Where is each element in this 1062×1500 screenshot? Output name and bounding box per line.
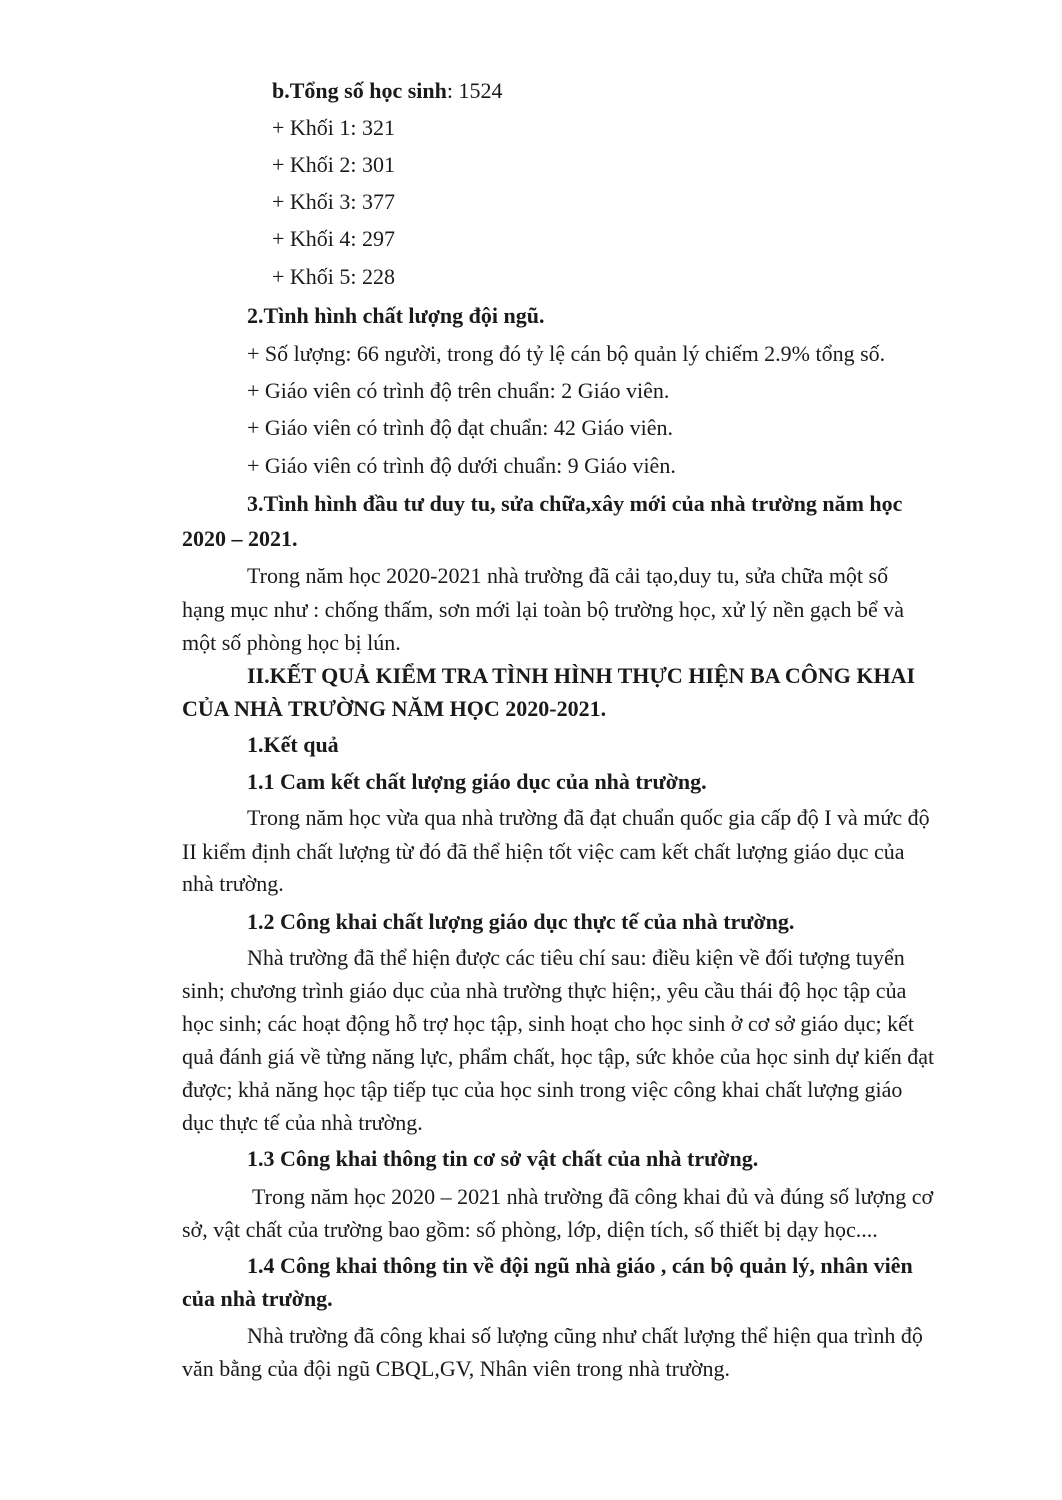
s12-body-line: học sinh; các hoạt động hỗ trợ học tập, sinh hoạt cho học sinh ở cơ sở giáo dục; kết	[182, 1011, 915, 1036]
investment-body-line: hạng mục như : chống thấm, sơn mới lại toàn bộ trường học, xử lý nền gạch bể và	[182, 597, 904, 622]
students-total-label: b.Tổng số học sinh	[272, 78, 447, 103]
s11-body-line: II kiểm định chất lượng từ đó đã thể hiện tốt việc cam kết chất lượng giáo dục của	[182, 839, 905, 864]
s12-body-line: quả đánh giá về từng năng lực, phẩm chất, học tập, sức khỏe của học sinh dự kiến đạt	[182, 1044, 935, 1069]
staff-item: + Giáo viên có trình độ đạt chuẩn: 42 Giáo viên.	[247, 415, 674, 440]
s12-heading: 1.2 Công khai chất lượng giáo dục thực tế của nhà trường.	[247, 909, 795, 934]
students-total-value: : 1524	[446, 78, 503, 103]
s12-body-line: dục thực tế của nhà trường.	[182, 1110, 423, 1135]
s12-body-line: sinh; chương trình giáo dục của nhà trường thực hiện;, yêu cầu thái độ học tập của	[182, 978, 907, 1003]
s14-heading-cont: của nhà trường.	[182, 1286, 333, 1311]
s14-body-line: Nhà trường đã công khai số lượng cũng như chất lượng thể hiện qua trình độ	[247, 1323, 923, 1348]
section2-heading-cont: CỦA NHÀ TRƯỜNG NĂM HỌC 2020-2021.	[182, 696, 607, 721]
investment-body-line: một số phòng học bị lún.	[182, 630, 401, 655]
staff-heading: 2.Tình hình chất lượng đội ngũ.	[247, 303, 545, 328]
grade-3-line: + Khối 3: 377	[272, 189, 396, 214]
investment-body-line: Trong năm học 2020-2021 nhà trường đã cải tạo,duy tu, sửa chữa một số	[247, 563, 889, 588]
result-heading: 1.Kết quả	[247, 732, 339, 757]
investment-heading: 3.Tình hình đầu tư duy tu, sửa chữa,xây mới của nhà trường năm học	[247, 491, 903, 516]
grade-5-line: + Khối 5: 228	[272, 264, 396, 289]
s14-body-line: văn bằng của đội ngũ CBQL,GV, Nhân viên trong nhà trường.	[182, 1356, 731, 1381]
section2-heading: II.KẾT QUẢ KIỂM TRA TÌNH HÌNH THỰC HIỆN BA CÔNG KHAI	[247, 663, 916, 688]
s12-body-line: được; khả năng học tập tiếp tục của học sinh trong việc công khai chất lượng giáo	[182, 1077, 903, 1102]
s12-body-line: Nhà trường đã thể hiện được các tiêu chí sau: điều kiện về đối tượng tuyển	[247, 945, 905, 970]
s13-body-line: sở, vật chất của trường bao gồm: số phòng, lớp, diện tích, số thiết bị dạy học....	[182, 1217, 878, 1242]
staff-item: + Giáo viên có trình độ trên chuẩn: 2 Giáo viên.	[247, 378, 670, 403]
s14-heading: 1.4 Công khai thông tin về đội ngũ nhà giáo , cán bộ quản lý, nhân viên	[247, 1253, 913, 1278]
s11-heading: 1.1 Cam kết chất lượng giáo dục của nhà trường.	[247, 769, 707, 794]
investment-heading-cont: 2020 – 2021.	[182, 526, 298, 551]
staff-item: + Giáo viên có trình độ dưới chuẩn: 9 Giáo viên.	[247, 453, 676, 478]
staff-item: + Số lượng: 66 người, trong đó tỷ lệ cán bộ quản lý chiếm 2.9% tổng số.	[247, 341, 886, 366]
grade-4-line: + Khối 4: 297	[272, 226, 396, 251]
s13-body-line: Trong năm học 2020 – 2021 nhà trường đã công khai đủ và đúng số lượng cơ	[252, 1184, 934, 1209]
s13-heading: 1.3 Công khai thông tin cơ sở vật chất của nhà trường.	[247, 1146, 759, 1171]
grade-2-line: + Khối 2: 301	[272, 152, 396, 177]
students-total-line	[272, 72, 502, 109]
grade-1-line: + Khối 1: 321	[272, 115, 396, 140]
s11-body-line: Trong năm học vừa qua nhà trường đã đạt chuẩn quốc gia cấp độ I và mức độ	[247, 805, 930, 830]
s11-body-line: nhà trường.	[182, 871, 284, 896]
